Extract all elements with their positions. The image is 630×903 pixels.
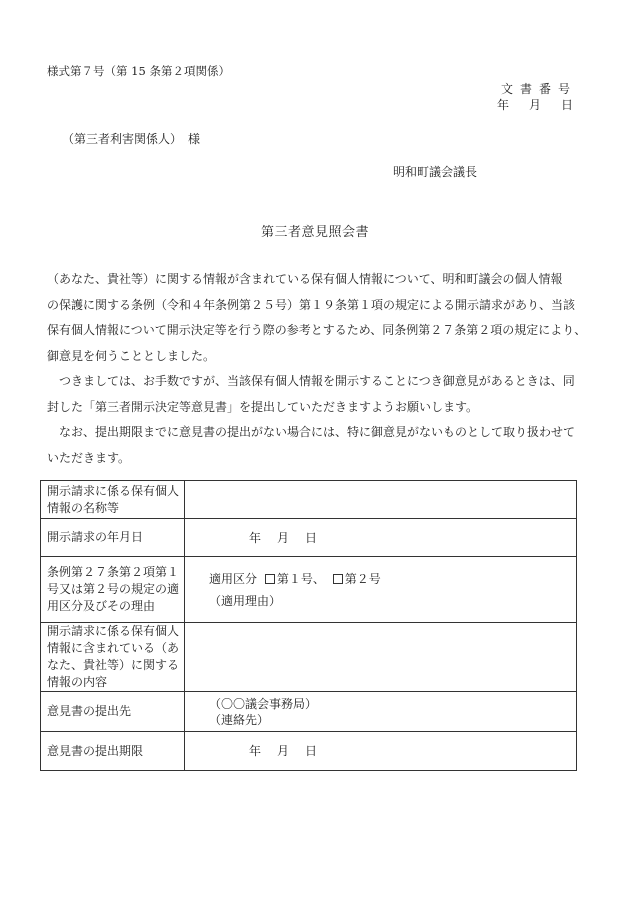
row-label-document-name: 開示請求に係る保有個人 情報の名称等 — [41, 481, 185, 519]
row-label-submission-to: 意見書の提出先 — [41, 692, 185, 732]
table-row — [41, 692, 577, 732]
document-number: 文書番号 — [500, 82, 577, 96]
row-value-deadline: 年 月 日 — [185, 732, 577, 771]
row-value-document-name — [185, 481, 577, 519]
row-value-request-date: 年 月 日 — [185, 519, 577, 557]
document-title: 第三者意見照会書 — [260, 225, 369, 240]
row-label-applicable-clause: 条例第２７条第２項第１ 号又は第２号の規定の適 用区分及びその理由 — [41, 557, 185, 623]
option1-checkbox[interactable] — [265, 574, 275, 584]
row-value-info-content — [185, 623, 577, 692]
row-label-deadline: 意見書の提出期限 — [41, 732, 185, 771]
applicable-options: 適用区分 第１号、 第２号 — [209, 571, 381, 586]
document-date: 年 月 日 — [496, 98, 577, 112]
body-line: 御意見を伺うこととしました。 — [47, 348, 216, 363]
body-line: の保護に関する条例（令和４年条例第２５号）第１９条第１項の規定による開示請求があり、当該 — [47, 297, 576, 312]
info-table — [40, 480, 577, 771]
row-label-info-content: 開示請求に係る保有個人 情報に含まれている（あ なた、貴社等）に関する 情報の内容 — [41, 623, 185, 692]
form-number: 様式第７号（第 15 条第２項関係） — [47, 64, 230, 78]
table-row — [41, 623, 577, 692]
body-text — [47, 267, 587, 471]
table-row — [41, 557, 577, 623]
table-row — [41, 519, 577, 557]
sender: 明和町議会議長 — [393, 165, 478, 179]
row-label-request-date: 開示請求の年月日 — [41, 519, 185, 557]
option2-checkbox[interactable] — [333, 574, 343, 584]
table-row — [41, 732, 577, 771]
table-row — [41, 481, 577, 519]
addressee: （第三者利害関係人） 様 — [62, 132, 201, 146]
row-value-applicable-clause — [185, 557, 577, 623]
body-line: つきましては、お手数ですが、当該保有個人情報を開示することにつき御意見があるときは、同 — [47, 374, 575, 388]
body-line: 保有個人情報について開示決定等を行う際の参考とするため、同条例第２７条第２項の規定により、 — [47, 323, 587, 337]
body-line: いただきます。 — [47, 450, 131, 465]
row-value-submission-to: （〇〇議会事務局） （連絡先） — [185, 692, 577, 732]
applicable-reason: （適用理由） — [209, 593, 282, 608]
body-line: 封した「第三者開示決定等意見書」を提出していただきますようお願いします。 — [47, 399, 479, 414]
body-line: なお、提出期限までに意見書の提出がない場合には、特に御意見がないものとして取り扱わせて — [47, 425, 576, 439]
body-line: （あなた、貴社等）に関する情報が含まれている保有個人情報について、明和町議会の個人情報 — [47, 272, 563, 286]
